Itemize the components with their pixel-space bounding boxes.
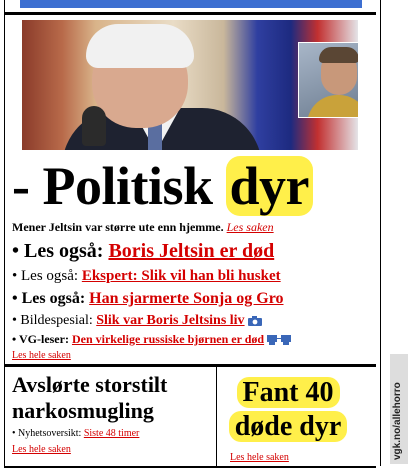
story-title-line[interactable]: Fant 40 <box>237 377 340 408</box>
read-all-link[interactable]: Les hele saken <box>230 452 289 463</box>
related-label: • Bildespesial: <box>12 313 97 328</box>
story-title-line[interactable]: Avslørte storstilt <box>12 372 168 397</box>
video-icon[interactable] <box>267 334 293 346</box>
related-link[interactable]: Ekspert: Slik vil han bli husket <box>81 268 281 284</box>
column-divider <box>216 367 217 466</box>
news-overview-link[interactable]: Siste 48 timer <box>83 428 140 439</box>
inset-photo[interactable] <box>298 42 358 118</box>
headline-prefix[interactable]: - Politisk <box>12 156 226 216</box>
related-label: • VG-leser: <box>12 332 72 346</box>
related-label: • Les også: <box>12 240 109 262</box>
related-link[interactable]: Den virkelige russiske bjørnen er død <box>71 332 265 346</box>
inset-body <box>307 95 358 118</box>
lead-paragraph <box>12 220 274 235</box>
headline-highlight[interactable]: dyr <box>226 156 314 216</box>
story-headline[interactable] <box>226 376 350 444</box>
related-link[interactable]: Boris Jeltsin er død <box>108 240 275 262</box>
main-headline[interactable] <box>12 154 313 218</box>
story-title-line[interactable]: narkosmugling <box>12 398 154 423</box>
related-item <box>12 332 293 347</box>
related-item <box>12 290 284 308</box>
related-item <box>12 240 274 263</box>
inset-hair <box>319 47 358 63</box>
divider <box>4 466 376 468</box>
main-photo[interactable] <box>22 20 358 150</box>
lead-link[interactable]: Les saken <box>226 220 274 234</box>
story-title-line[interactable]: døde dyr <box>229 411 348 442</box>
story-headline[interactable] <box>12 372 167 424</box>
news-overview-label: • Nyhetsoversikt: <box>12 428 84 439</box>
divider <box>4 12 376 15</box>
side-credit <box>390 354 408 464</box>
related-item <box>12 268 281 285</box>
camera-icon[interactable] <box>248 316 262 326</box>
lead-text: Mener Jeltsin var større ute enn hjemme. <box>12 220 224 234</box>
photo-hair <box>86 24 194 68</box>
news-overview <box>12 428 139 439</box>
related-label: • Les også: <box>12 268 82 284</box>
related-link[interactable]: Han sjarmerte Sonja og Gro <box>89 290 284 307</box>
related-item <box>12 313 262 329</box>
related-label: • Les også: <box>12 290 90 307</box>
read-all-link[interactable]: Les hele saken <box>12 444 71 455</box>
read-all-link[interactable]: Les hele saken <box>12 350 71 361</box>
microphone-icon <box>82 106 106 146</box>
related-link[interactable]: Slik var Boris Jeltsins liv <box>96 313 245 328</box>
divider <box>4 364 376 367</box>
side-credit-text: vgk.no/allehorro <box>392 382 403 460</box>
